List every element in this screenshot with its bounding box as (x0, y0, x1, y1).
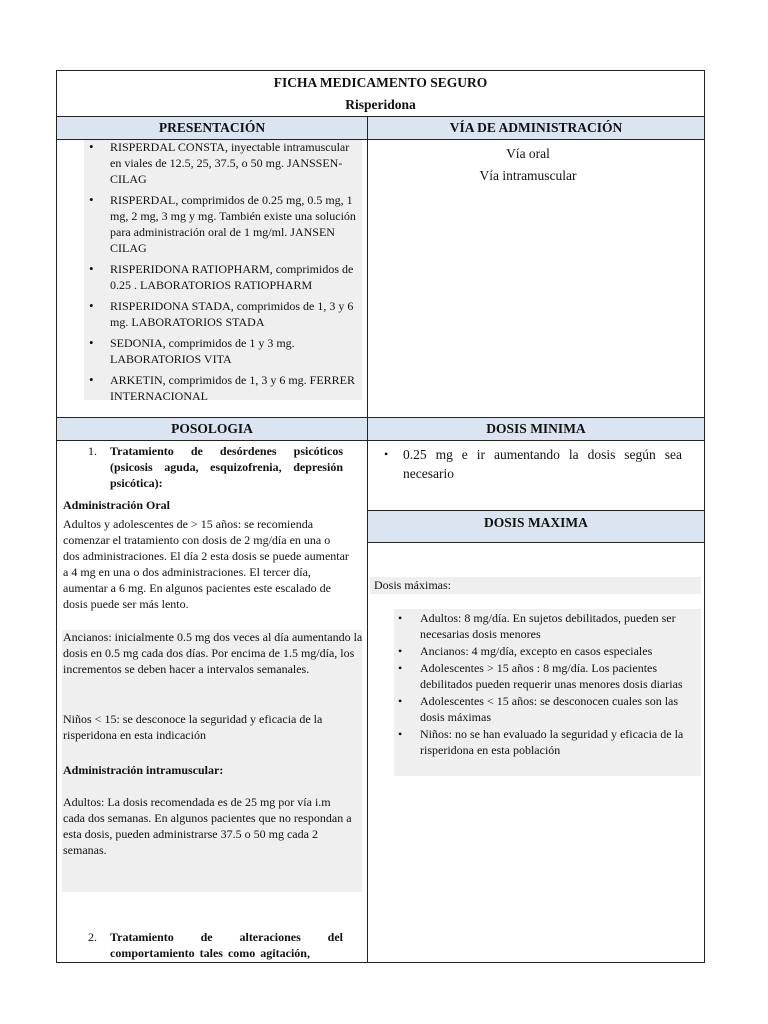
item-number: 2. (88, 930, 97, 944)
im-heading: Administración intramuscular: (63, 763, 224, 777)
via-intramuscular: Vía intramuscular (479, 168, 577, 183)
page-title: FICHA MEDICAMENTO SEGURO (273, 75, 488, 90)
posologia-item1-title: Tratamiento de desórdenes psicóticos (psicosis aguda, esquizofrenia, depresión psicótica): (110, 444, 343, 490)
via-list (368, 143, 688, 187)
presentacion-list (86, 139, 362, 409)
list-item: • Niños: no se han evaluado la seguridad y eficacia de la risperidona en esta población (396, 726, 700, 758)
list-item: • RISPERDAL, comprimidos de 0.25 mg, 0.5 mg, 1 mg, 2 mg, 3 mg y mg. También existe una solución para administración oral de 1 mg/ml. JANSEN CILAG (86, 192, 362, 256)
list-item: • Adolescentes > 15 años : 8 mg/día. Los pacientes debilitados pueden requerir unas menores dosis diarias (396, 660, 700, 692)
list-item: • RISPERDAL CONSTA, inyectable intramuscular en viales de 12.5, 25, 37.5, o 50 mg. JANSSEN-CILAG (86, 139, 362, 187)
heading-dosis-minima: DOSIS MINIMA (486, 421, 586, 436)
oral-heading: Administración Oral (63, 498, 170, 512)
list-item: • Ancianos: 4 mg/día, excepto en casos especiales (396, 643, 700, 659)
list-item: • Adultos: 8 mg/día. En sujetos debilitados, pueden ser necesarias dosis menores (396, 610, 700, 642)
divider (56, 440, 705, 441)
list-item: • ARKETIN, comprimidos de 1, 3 y 6 mg. FERRER INTERNACIONAL (86, 372, 362, 404)
heading-via: VÍA DE ADMINISTRACIÓN (449, 120, 623, 135)
item-number: 1. (88, 444, 97, 458)
list-item: • RISPERIDONA RATIOPHARM, comprimidos de 0.25 . LABORATORIOS RATIOPHARM (86, 261, 362, 293)
posologia-im-adultos: Adultos: La dosis recomendada es de 25 mg por vía i.m cada dos semanas. En algunos pacientes que no respondan a esta dosis, pueden administrarse 37.5 o 50 mg cada 2 semanas. (63, 795, 352, 857)
posologia-item2-title: Tratamiento de alteraciones del comportamiento tales como agitación, (110, 930, 343, 960)
heading-presentacion: PRESENTACIÓN (158, 120, 266, 135)
drug-name: Risperidona (345, 97, 416, 112)
bullet: • (384, 447, 389, 461)
list-item: • RISPERIDONA STADA, comprimidos de 1, 3 y 6 mg. LABORATORIOS STADA (86, 298, 362, 330)
posologia-adultos: Adultos y adolescentes de > 15 años: se recomienda comenzar el tratamiento con dosis de 2 mg/día en una o dos administraciones. El día 2 esta dosis se puede aumentar a 4 mg en una o dos administraciones. El tercer día, aumentar a 6 mg. En algunos pacientes este escalado de dosis puede ser más lento. (63, 517, 349, 611)
divider (367, 542, 705, 543)
heading-posologia: POSOLOGIA (171, 421, 253, 436)
dosis-minima-text: 0.25 mg e ir aumentando la dosis según sea necesario (403, 447, 682, 481)
list-item: • SEDONIA, comprimidos de 1 y 3 mg. LABORATORIOS VITA (86, 335, 362, 367)
list-item: • Adolescentes < 15 años: se desconocen cuales son las dosis máximas (396, 693, 700, 725)
posologia-ninos: Niños < 15: se desconoce la seguridad y eficacia de la risperidona en esta indicación (63, 712, 323, 742)
posologia-ancianos: Ancianos: inicialmente 0.5 mg dos veces al día aumentando la dosis en 0.5 mg cada dos días. Por encima de 1.5 mg/día, los incrementos se deben hacer a intervalos semanales. (63, 630, 363, 676)
via-oral: Vía oral (506, 146, 550, 161)
heading-dosis-maxima: DOSIS MAXIMA (484, 515, 588, 530)
dosis-maxima-list (396, 610, 700, 759)
dosis-maxima-label: Dosis máximas: (374, 578, 451, 592)
